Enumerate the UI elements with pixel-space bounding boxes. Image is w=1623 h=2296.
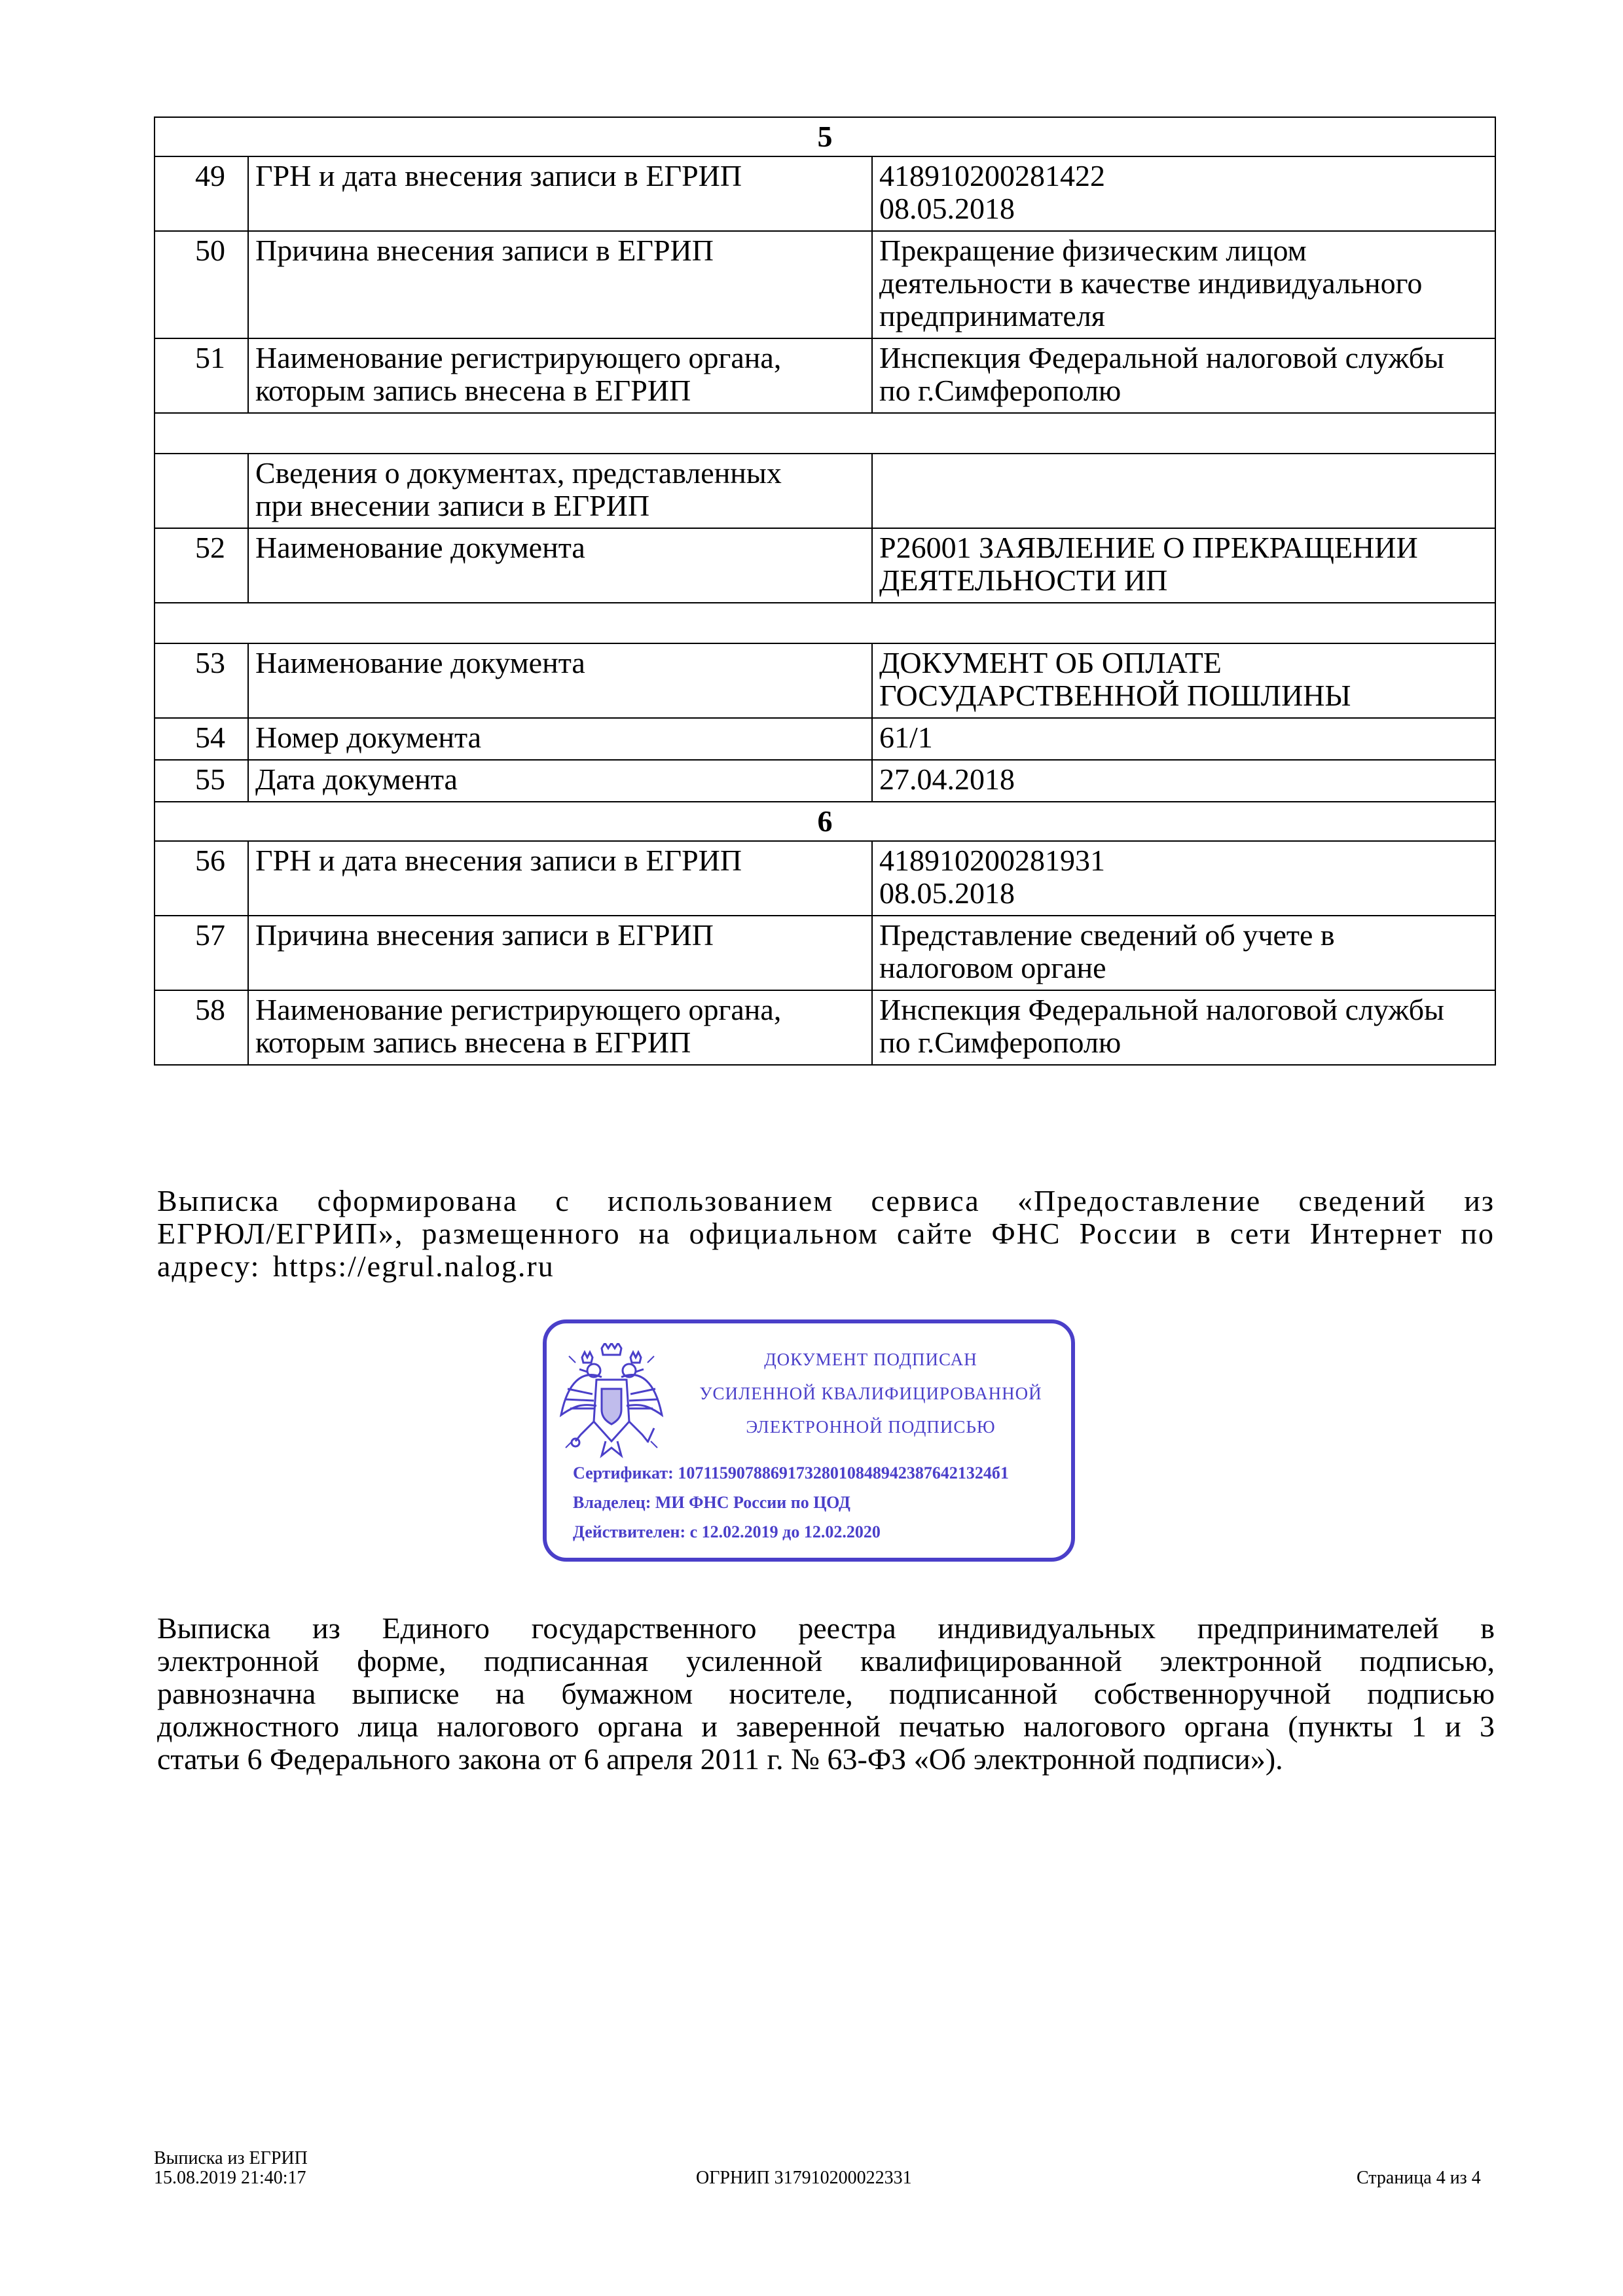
paragraph-line: электронной форме, подписанная усиленной квалифицированной электронной подписью, (157, 1644, 1495, 1677)
row-number (155, 454, 248, 528)
row-number: 54 (155, 718, 248, 760)
table-row (155, 454, 1495, 528)
table-row (155, 156, 1495, 231)
value-line: деятельности в качестве индивидуального (879, 266, 1423, 300)
value-line: предпринимателя (879, 299, 1105, 332)
footer-page-number: Страница 4 из 4 (1357, 2168, 1481, 2188)
service-note-paragraph (157, 1185, 1495, 1283)
row-value (872, 990, 1495, 1065)
label-line: Наименование регистрирующего органа, (255, 341, 782, 374)
row-number: 53 (155, 643, 248, 718)
spacer-cell (155, 413, 1495, 454)
paragraph-line: должностного лица налогового органа и заверенной печатью налогового органа (пункты 1 и 3 (157, 1710, 1495, 1743)
table-row (155, 231, 1495, 338)
certificate-number: Сертификат: 1071159078869173280108489423876421324б1 (573, 1463, 1009, 1482)
label-line: Сведения о документах, представленных (255, 456, 782, 490)
table-row (155, 760, 1495, 802)
certificate-validity: Действителен: с 12.02.2019 до 12.02.2020 (573, 1522, 881, 1541)
row-number: 49 (155, 156, 248, 231)
section-header (155, 117, 1495, 156)
legal-note-paragraph (157, 1612, 1495, 1776)
section-header (155, 802, 1495, 841)
row-value: 61/1 (872, 718, 1495, 760)
table-row (155, 841, 1495, 916)
row-value: 27.04.2018 (872, 760, 1495, 802)
row-value (872, 231, 1495, 338)
section-number: 6 (155, 802, 1495, 841)
value-line: 418910200281931 (879, 844, 1105, 877)
row-label: ГРН и дата внесения записи в ЕГРИП (248, 841, 872, 916)
footer-datetime: 15.08.2019 21:40:17 (154, 2168, 306, 2188)
row-label: ГРН и дата внесения записи в ЕГРИП (248, 156, 872, 231)
row-label: Причина внесения записи в ЕГРИП (248, 231, 872, 338)
spacer-cell (155, 603, 1495, 643)
spacer-row (155, 603, 1495, 643)
paragraph-line: ЕГРЮЛ/ЕГРИП», размещенного на официальном сайте ФНС России в сети Интернет по (157, 1217, 1495, 1250)
paragraph-line: Выписка из Единого государственного реестра индивидуальных предпринимателей в (157, 1611, 1495, 1645)
paragraph-line: равнозначна выписке на бумажном носителе, подписанной собственноручной подписью (157, 1677, 1495, 1710)
value-line: Р26001 ЗАЯВЛЕНИЕ О ПРЕКРАЩЕНИИ (879, 531, 1418, 564)
table-row (155, 528, 1495, 603)
coat-of-arms-icon (556, 1343, 667, 1461)
stamp-title-line: УСИЛЕННОЙ КВАЛИФИЦИРОВАННОЙ (699, 1384, 1042, 1403)
egrip-records-table (154, 117, 1496, 1066)
value-line: ДЕЯТЕЛЬНОСТИ ИП (879, 564, 1168, 597)
row-label: Дата документа (248, 760, 872, 802)
value-line: Представление сведений об учете в (879, 918, 1335, 952)
row-label: Наименование документа (248, 643, 872, 718)
row-number: 57 (155, 916, 248, 990)
value-line: Прекращение физическим лицом (879, 234, 1307, 267)
label-line: Наименование регистрирующего органа, (255, 993, 782, 1026)
row-value (872, 916, 1495, 990)
row-label: Причина внесения записи в ЕГРИП (248, 916, 872, 990)
spacer-row (155, 413, 1495, 454)
value-line: по г.Симферополю (879, 374, 1122, 407)
row-label (248, 990, 872, 1065)
certificate-owner: Владелец: МИ ФНС России по ЦОД (573, 1493, 850, 1512)
table-row (155, 718, 1495, 760)
row-value (872, 841, 1495, 916)
footer-ogrnip: ОГРНИП 317910200022331 (696, 2168, 912, 2188)
label-line: при внесении записи в ЕГРИП (255, 489, 650, 522)
row-number: 55 (155, 760, 248, 802)
row-number: 50 (155, 231, 248, 338)
table-row (155, 990, 1495, 1065)
row-label (248, 454, 872, 528)
table-row (155, 916, 1495, 990)
value-line: 418910200281422 (879, 159, 1105, 192)
value-line: Инспекция Федеральной налоговой службы (879, 993, 1444, 1026)
row-value (872, 528, 1495, 603)
section-number: 5 (155, 117, 1495, 156)
value-line: налоговом органе (879, 951, 1106, 984)
paragraph-line: адресу: https://egrul.nalog.ru (157, 1249, 555, 1283)
row-value (872, 454, 1495, 528)
table-row (155, 643, 1495, 718)
row-label: Номер документа (248, 718, 872, 760)
value-line: ДОКУМЕНТ ОБ ОПЛАТЕ (879, 646, 1222, 679)
row-label: Наименование документа (248, 528, 872, 603)
row-number: 56 (155, 841, 248, 916)
label-line: которым запись внесена в ЕГРИП (255, 374, 691, 407)
value-line: 08.05.2018 (879, 192, 1015, 225)
footer-document-name: Выписка из ЕГРИП (154, 2148, 308, 2168)
value-line: 08.05.2018 (879, 876, 1015, 910)
stamp-title-line: ДОКУМЕНТ ПОДПИСАН (764, 1350, 977, 1369)
e-signature-stamp (543, 1319, 1075, 1562)
row-number: 51 (155, 338, 248, 413)
stamp-title-line: ЭЛЕКТРОННОЙ ПОДПИСЬЮ (746, 1417, 996, 1437)
row-value (872, 156, 1495, 231)
value-line: по г.Симферополю (879, 1026, 1122, 1059)
row-number: 52 (155, 528, 248, 603)
paragraph-line: статьи 6 Федерального закона от 6 апреля 2011 г. № 63-ФЗ «Об электронной подписи»). (157, 1742, 1283, 1776)
row-value (872, 643, 1495, 718)
table-row (155, 338, 1495, 413)
value-line: ГОСУДАРСТВЕННОЙ ПОШЛИНЫ (879, 679, 1351, 712)
footer-document-info (154, 2149, 308, 2188)
label-line: которым запись внесена в ЕГРИП (255, 1026, 691, 1059)
row-value (872, 338, 1495, 413)
row-number: 58 (155, 990, 248, 1065)
value-line: Инспекция Федеральной налоговой службы (879, 341, 1444, 374)
paragraph-line: Выписка сформирована с использованием сервиса «Предоставление сведений из (157, 1184, 1495, 1217)
row-label (248, 338, 872, 413)
